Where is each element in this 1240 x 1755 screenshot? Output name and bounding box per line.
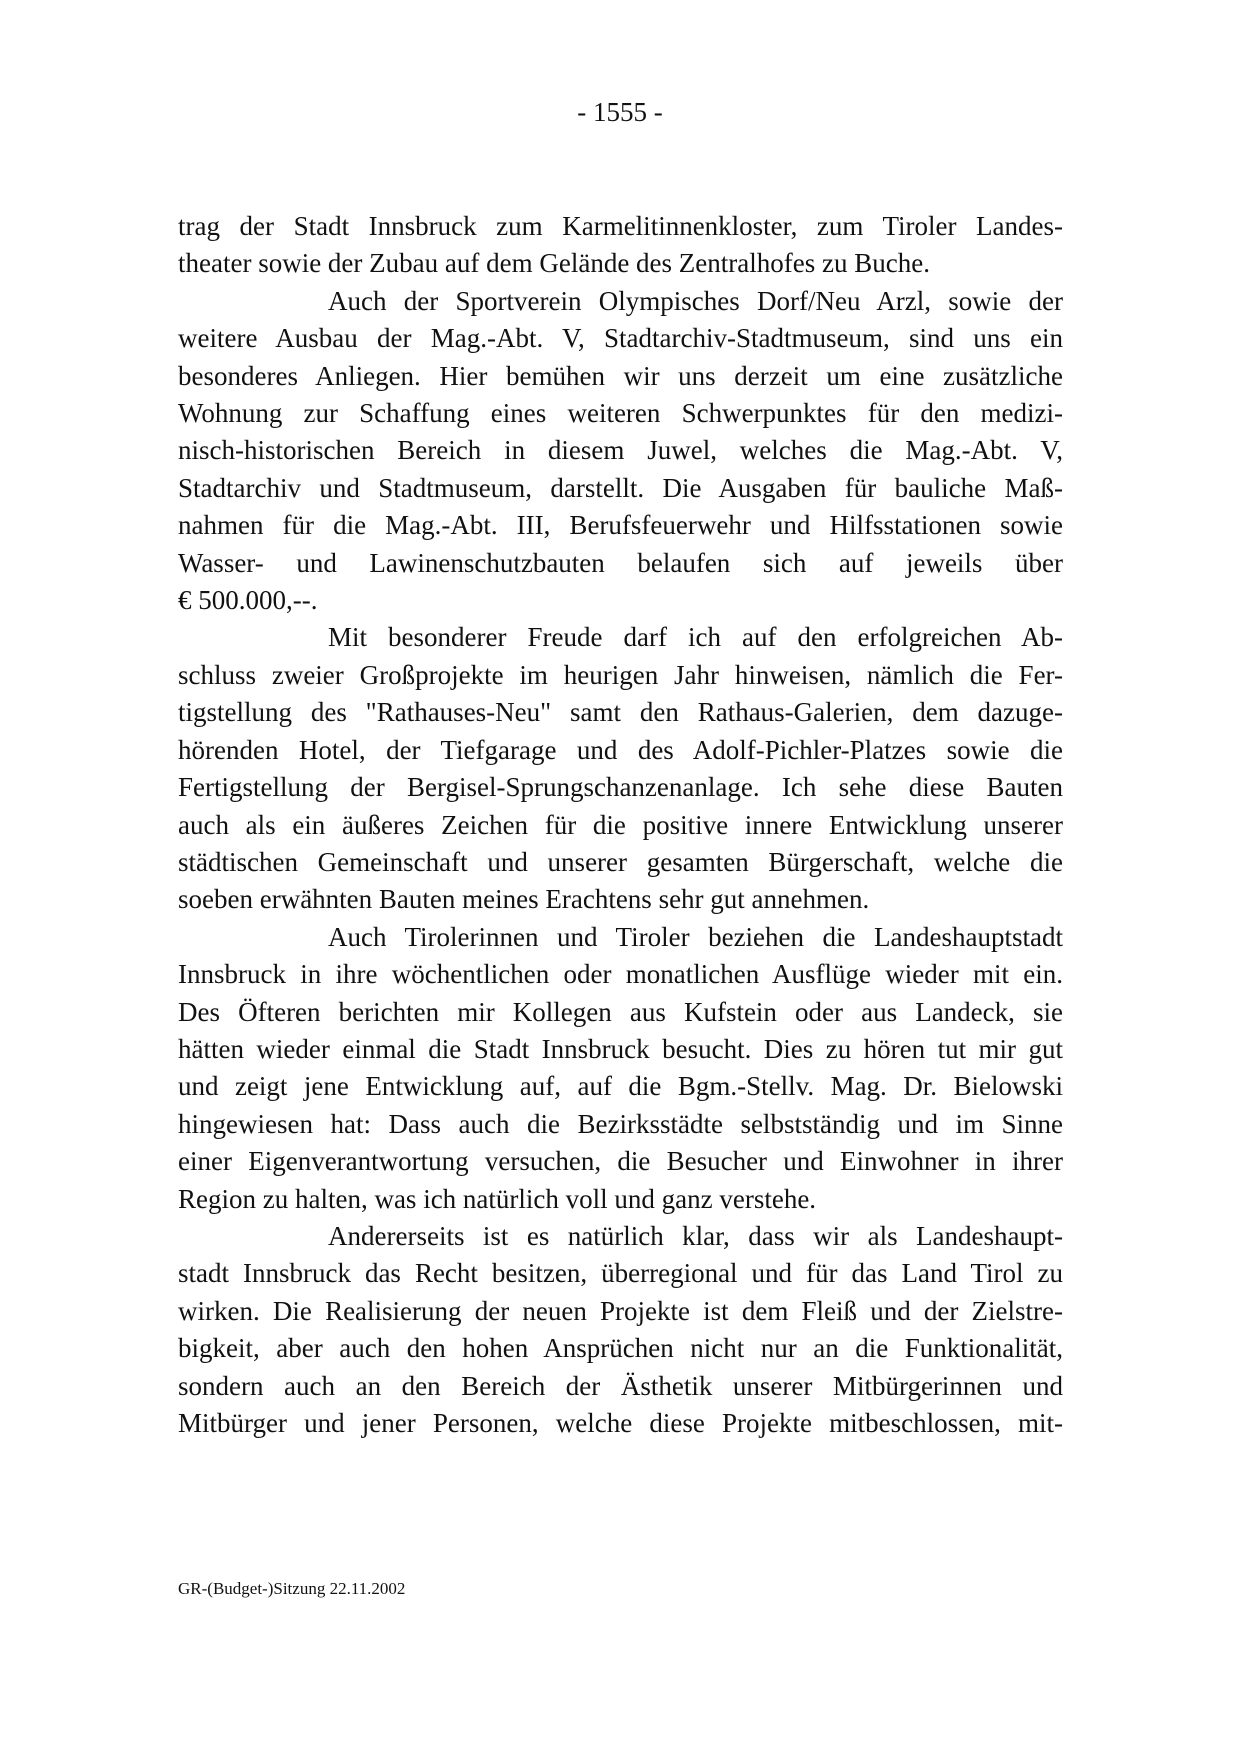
text-line: Wasser- und Lawinenschutzbauten belaufen sich auf jeweils über [178, 547, 1063, 578]
text-line: nahmen für die Mag.-Abt. III, Berufsfeuerwehr und Hilfsstationen sowie [178, 510, 1063, 541]
text-line: Des Öfteren berichten mir Kollegen aus Kufstein oder aus Landeck, sie [178, 996, 1063, 1027]
text-line: wirken. Die Realisierung der neuen Projekte ist dem Fleiß und der Zielstre- [178, 1295, 1063, 1326]
text-line: städtischen Gemeinschaft und unserer gesamten Bürgerschaft, welche die [178, 846, 1063, 877]
text-line: soeben erwähnten Bauten meines Erachtens sehr gut annehmen. [178, 884, 870, 915]
paragraph [178, 919, 1063, 1218]
text-line: einer Eigenverantwortung versuchen, die Besucher und Einwohner in ihrer [178, 1146, 1063, 1177]
text-line: Mitbürger und jener Personen, welche diese Projekte mitbeschlossen, mit- [178, 1408, 1063, 1438]
text-line: € 500.000,--. [178, 585, 318, 616]
paragraph [178, 619, 1063, 918]
text-line: hingewiesen hat: Dass auch die Bezirksstädte selbstständig und im Sinne [178, 1108, 1063, 1139]
text-line: tigstellung des "Rathauses-Neu" samt den Rathaus-Galerien, dem dazuge- [178, 697, 1063, 728]
text-line: schluss zweier Großprojekte im heurigen Jahr hinweisen, nämlich die Fer- [178, 659, 1063, 690]
text-line: weitere Ausbau der Mag.-Abt. V, Stadtarchiv-Stadtmuseum, sind uns ein [178, 323, 1063, 354]
text-line: und zeigt jene Entwicklung auf, auf die Bgm.-Stellv. Mag. Dr. Bielowski [178, 1071, 1063, 1102]
text-line: Fertigstellung der Bergisel-Sprungschanzenanlage. Ich sehe diese Bauten [178, 772, 1063, 803]
text-line: besonderes Anliegen. Hier bemühen wir uns derzeit um eine zusätzliche [178, 360, 1063, 391]
text-line: bigkeit, aber auch den hohen Ansprüchen nicht nur an die Funktionalität, [178, 1333, 1063, 1364]
text-line: trag der Stadt Innsbruck zum Karmelitinnenkloster, zum Tiroler Landes- [178, 211, 1063, 241]
text-line: stadt Innsbruck das Recht besitzen, überregional und für das Land Tirol zu [178, 1258, 1063, 1289]
paragraph [178, 283, 1063, 620]
text-line: sondern auch an den Bereich der Ästhetik unserer Mitbürgerinnen und [178, 1370, 1063, 1401]
text-line: Mit besonderer Freude darf ich auf den erfolgreichen Ab- [328, 622, 1063, 653]
text-line: Region zu halten, was ich natürlich voll und ganz verstehe. [178, 1183, 817, 1214]
paragraph [178, 1218, 1063, 1442]
text-line: Auch der Sportverein Olympisches Dorf/Neu Arzl, sowie der [328, 285, 1063, 316]
text-line: nisch-historischen Bereich in diesem Juwel, welches die Mag.-Abt. V, [178, 435, 1063, 466]
text-line: theater sowie der Zubau auf dem Gelände des Zentralhofes zu Buche. [178, 248, 930, 279]
paragraph [178, 208, 1063, 283]
footer-session-date: GR-(Budget-)Sitzung 22.11.2002 [178, 1579, 406, 1598]
text-line: hätten wieder einmal die Stadt Innsbruck besucht. Dies zu hören tut mir gut [178, 1033, 1063, 1064]
page-number: - 1555 - [577, 97, 663, 127]
text-line: auch als ein äußeres Zeichen für die positive innere Entwicklung unserer [178, 809, 1063, 840]
text-line: Innsbruck in ihre wöchentlichen oder monatlichen Ausflüge wieder mit ein. [178, 959, 1063, 990]
body-text [178, 208, 1063, 1442]
text-line: Auch Tirolerinnen und Tiroler beziehen die Landeshauptstadt [328, 921, 1063, 952]
text-line: Andererseits ist es natürlich klar, dass wir als Landeshaupt- [328, 1220, 1063, 1251]
text-line: Stadtarchiv und Stadtmuseum, darstellt. Die Ausgaben für bauliche Maß- [178, 472, 1063, 503]
text-line: hörenden Hotel, der Tiefgarage und des Adolf-Pichler-Platzes sowie die [178, 734, 1063, 765]
text-line: Wohnung zur Schaffung eines weiteren Schwerpunktes für den medizi- [178, 398, 1063, 429]
